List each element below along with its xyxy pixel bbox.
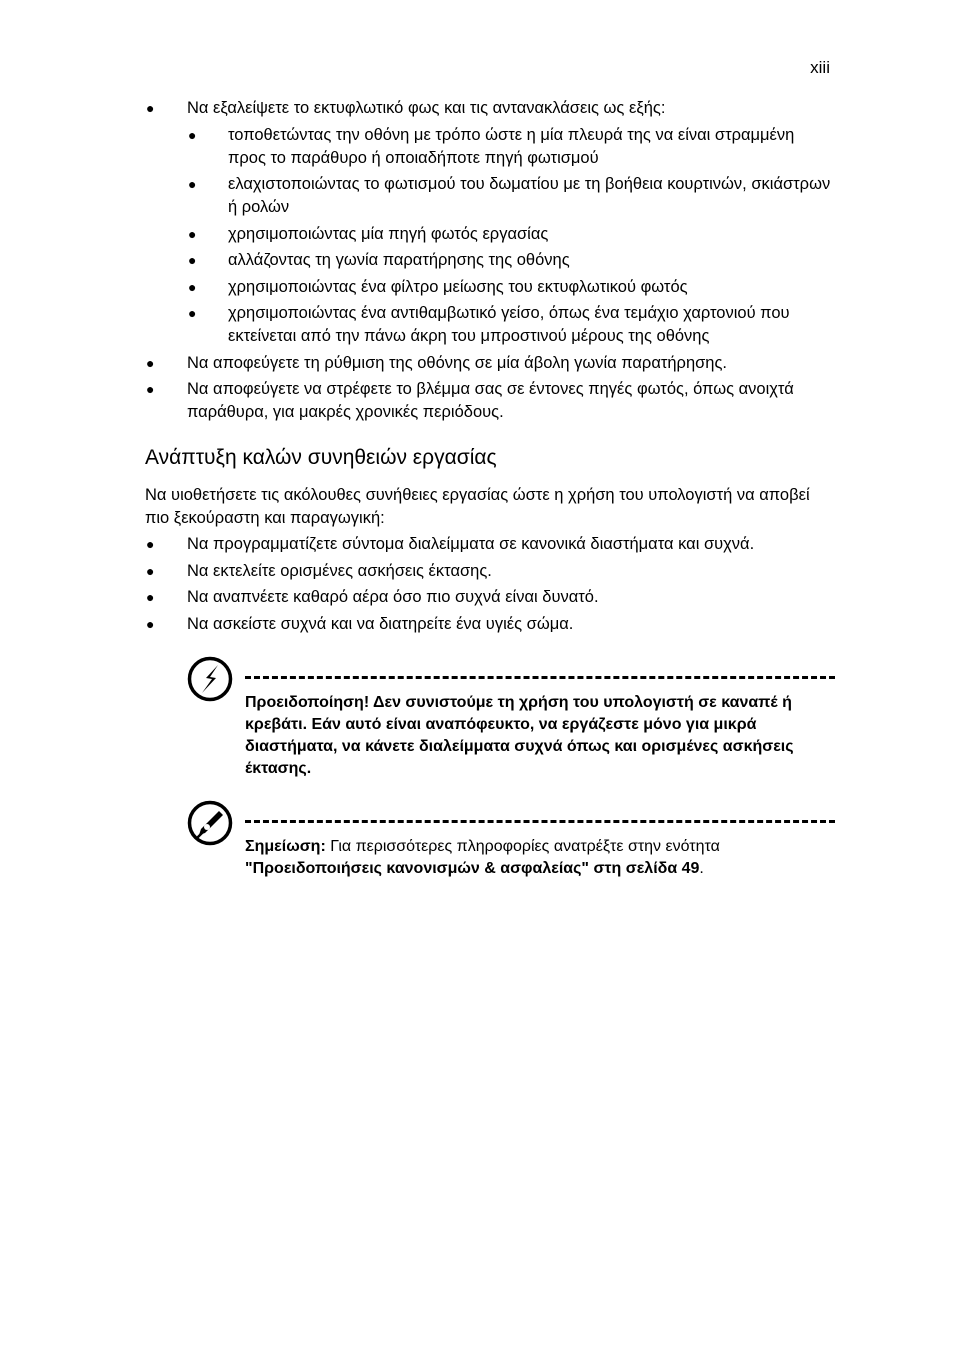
note-end: . [699,859,704,877]
list-item [145,586,835,609]
page-number: xiii [810,58,830,77]
list-item [187,302,835,348]
list-item [187,124,835,170]
habits-list [145,533,835,636]
list-item [145,97,835,348]
list-item-text: Να αποφεύγετε να στρέφετε το βλέμμα σας σε έντονες πηγές φωτός, όπως ανοιχτά παράθυρα, για μακρές χρονικές περιόδους. [187,380,794,421]
list-item [145,560,835,583]
glare-list [145,97,835,424]
note-box [185,800,835,880]
list-item-text: Να αναπνέετε καθαρό αέρα όσο πιο συχνά είναι δυνατό. [187,588,599,606]
note-body: Για περισσότερες πληροφορίες ανατρέξτε στην ενότητα [325,837,720,855]
list-item [187,276,835,299]
bullet: ● [146,100,155,116]
page-content [145,97,835,880]
dashed-divider [245,676,835,679]
glare-sublist [187,124,835,349]
list-item-text: Να εκτελείτε ορισμένες ασκήσεις έκτασης. [187,561,492,580]
bullet: ● [188,305,197,321]
bullet: ● [146,562,155,579]
bullet: ● [188,225,197,242]
section-heading: Ανάπτυξη καλών συνηθειών εργασίας [145,446,497,469]
bullet: ● [188,126,197,143]
list-item [187,173,835,219]
bullet: ● [188,252,197,268]
bullet: ● [146,589,155,605]
dashed-divider [245,820,835,823]
list-item-text: τοποθετώντας την οθόνη με τρόπο ώστε η μία πλευρά της να είναι στραμμένη προς το παράθυρο ή οποιαδήποτε πηγή φωτισμού [228,125,795,167]
list-item [187,223,835,246]
list-item-text: χρησιμοποιώντας μία πηγή φωτός εργασίας [228,224,549,243]
bullet: ● [146,354,155,371]
list-item-text: αλλάζοντας τη γωνία παρατήρησης της οθόνης [228,251,570,269]
list-item-text: Να αποφεύγετε τη ρύθμιση της οθόνης σε μία άβολη γωνία παρατήρησης. [187,353,728,372]
note-label: Σημείωση: [245,837,326,855]
list-item [187,249,835,272]
bullet: ● [188,176,197,192]
list-item [145,352,835,375]
note-reference: "Προειδοποιήσεις κανονισμών & ασφαλείας" στη σελίδα 49 [245,859,700,877]
section-intro: Να υιοθετήσετε τις ακόλουθες συνήθειες εργασίας ώστε η χρήση του υπολογιστή να αποβεί πιο ξεκούραστη και παραγωγική: [145,486,810,527]
warning-lightning-icon [187,656,233,702]
list-item-text: Να προγραμματίζετε σύντομα διαλείμματα σε κανονικά διαστήματα και συχνά. [187,535,755,553]
note-pen-icon [187,800,233,846]
bullet: ● [146,381,155,397]
list-item-text: χρησιμοποιώντας ένα αντιθαμβωτικό γείσο, όπως ένα τεμάχιο χαρτονιού που εκτείνεται από την πάνω άκρη του μπροστινού μέρους της οθόνης [228,304,790,345]
list-item [145,613,835,636]
warning-text: Προειδοποίηση! Δεν συνιστούμε τη χρήση του υπολογιστή σε καναπέ ή κρεβάτι. Εάν αυτό είναι αναπόφευκτο, να εργάζεστε μόνο για μικρά διαστήματα, να κάνετε διαλείμματα συχνά όπως και ορισμένες ασκήσεις έκτασης. [245,693,794,777]
note-text [245,803,835,880]
list-item [145,533,835,556]
list-item-text: Να ασκείστε συχνά και να διατηρείτε ένα υγιές σώμα. [187,614,574,633]
list-item-text: Να εξαλείψετε το εκτυφλωτικό φως και τις αντανακλάσεις ως εξής: [187,99,666,117]
bullet: ● [188,278,197,295]
bullet: ● [146,615,155,632]
list-item-text: ελαχιστοποιώντας το φωτισμού του δωματίου με τη βοήθεια κουρτινών, σκιάστρων ή ρολών [228,175,831,216]
warning-box [185,656,835,788]
bullet: ● [146,536,155,552]
list-item-text: χρησιμοποιώντας ένα φίλτρο μείωσης του εκτυφλωτικού φωτός [228,277,688,296]
list-item [145,378,835,424]
